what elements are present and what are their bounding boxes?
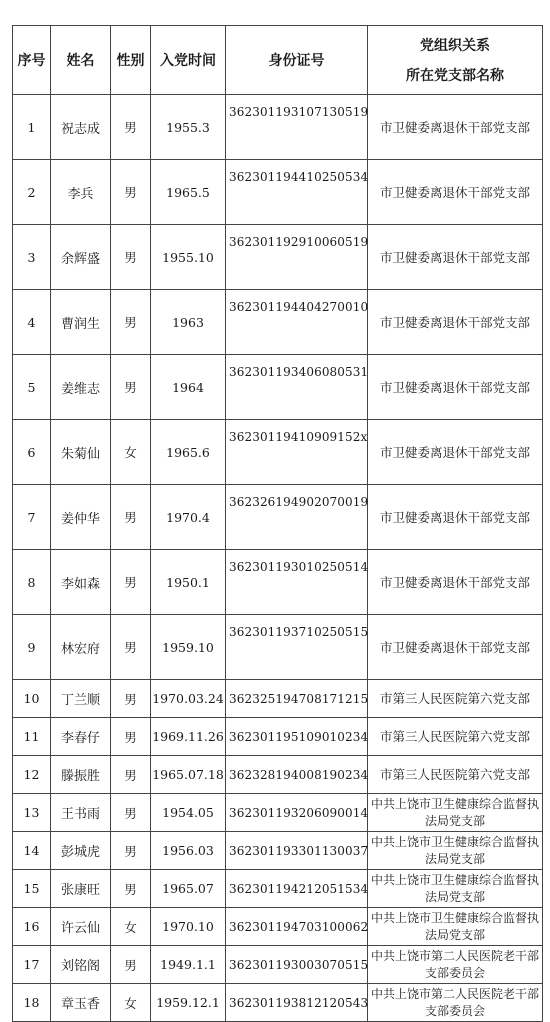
header-name: 姓名 xyxy=(51,26,111,95)
cell-join-date: 1965.5 xyxy=(151,160,226,225)
cell-join-date: 1959.12.1 xyxy=(151,984,226,1022)
cell-no: 7 xyxy=(13,485,51,550)
header-join-date: 入党时间 xyxy=(151,26,226,95)
cell-no: 4 xyxy=(13,290,51,355)
cell-gender: 男 xyxy=(111,794,151,832)
cell-name: 章玉香 xyxy=(51,984,111,1022)
cell-id-number: 362301193107130519 xyxy=(226,95,368,160)
cell-gender: 男 xyxy=(111,550,151,615)
cell-join-date: 1969.11.26 xyxy=(151,718,226,756)
cell-id-number: 362301194703100062 xyxy=(226,908,368,946)
cell-id-number: 362301193206090014 xyxy=(226,794,368,832)
cell-id-number: 362301193406080531 xyxy=(226,355,368,420)
table-row xyxy=(13,615,543,680)
cell-id-number: 362301193301130037 xyxy=(226,832,368,870)
cell-id-number: 362301195109010234 xyxy=(226,718,368,756)
cell-id-number: 362301194410250534 xyxy=(226,160,368,225)
header-gender: 性别 xyxy=(111,26,151,95)
cell-branch: 市卫健委离退休干部党支部 xyxy=(368,615,543,680)
cell-name: 祝志成 xyxy=(51,95,111,160)
cell-no: 9 xyxy=(13,615,51,680)
cell-no: 17 xyxy=(13,946,51,984)
table-row xyxy=(13,160,543,225)
cell-gender: 女 xyxy=(111,908,151,946)
table-row xyxy=(13,485,543,550)
cell-join-date: 1965.07.18 xyxy=(151,756,226,794)
cell-name: 姜仲华 xyxy=(51,485,111,550)
cell-gender: 男 xyxy=(111,870,151,908)
cell-name: 李如森 xyxy=(51,550,111,615)
cell-gender: 男 xyxy=(111,680,151,718)
cell-id-number: 362301192910060519 xyxy=(226,225,368,290)
table-row xyxy=(13,756,543,794)
table-row xyxy=(13,355,543,420)
table-header-row xyxy=(13,26,543,95)
cell-id-number: 362328194008190234 xyxy=(226,756,368,794)
cell-branch: 市卫健委离退休干部党支部 xyxy=(368,160,543,225)
cell-id-number: 362326194902070019 xyxy=(226,485,368,550)
cell-branch: 市卫健委离退休干部党支部 xyxy=(368,485,543,550)
cell-join-date: 1965.6 xyxy=(151,420,226,485)
cell-branch: 市第三人民医院第六党支部 xyxy=(368,756,543,794)
cell-name: 李春仔 xyxy=(51,718,111,756)
cell-branch: 市第三人民医院第六党支部 xyxy=(368,718,543,756)
header-branch xyxy=(368,26,543,95)
header-no: 序号 xyxy=(13,26,51,95)
cell-name: 朱菊仙 xyxy=(51,420,111,485)
table-row xyxy=(13,870,543,908)
header-id-number: 身份证号 xyxy=(226,26,368,95)
cell-name: 林宏府 xyxy=(51,615,111,680)
cell-gender: 男 xyxy=(111,95,151,160)
cell-no: 6 xyxy=(13,420,51,485)
cell-gender: 男 xyxy=(111,225,151,290)
cell-gender: 男 xyxy=(111,290,151,355)
cell-join-date: 1956.03 xyxy=(151,832,226,870)
table-row xyxy=(13,832,543,870)
cell-branch: 中共上饶市卫生健康综合监督执法局党支部 xyxy=(368,908,543,946)
cell-join-date: 1970.4 xyxy=(151,485,226,550)
cell-no: 18 xyxy=(13,984,51,1022)
table-row xyxy=(13,794,543,832)
cell-id-number: 36230119410909152x xyxy=(226,420,368,485)
cell-no: 13 xyxy=(13,794,51,832)
table-row xyxy=(13,550,543,615)
cell-branch: 市卫健委离退休干部党支部 xyxy=(368,420,543,485)
cell-join-date: 1963 xyxy=(151,290,226,355)
cell-id-number: 362301194404270010 xyxy=(226,290,368,355)
cell-id-number: 362301193710250515 xyxy=(226,615,368,680)
cell-gender: 男 xyxy=(111,615,151,680)
table-row xyxy=(13,908,543,946)
cell-name: 李兵 xyxy=(51,160,111,225)
cell-no: 2 xyxy=(13,160,51,225)
cell-join-date: 1964 xyxy=(151,355,226,420)
table-row xyxy=(13,984,543,1022)
cell-branch: 市卫健委离退休干部党支部 xyxy=(368,355,543,420)
cell-name: 张康旺 xyxy=(51,870,111,908)
cell-no: 15 xyxy=(13,870,51,908)
cell-name: 刘铭阁 xyxy=(51,946,111,984)
cell-id-number: 362301193010250514 xyxy=(226,550,368,615)
cell-no: 1 xyxy=(13,95,51,160)
cell-gender: 女 xyxy=(111,984,151,1022)
cell-branch: 中共上饶市卫生健康综合监督执法局党支部 xyxy=(368,832,543,870)
cell-branch: 市卫健委离退休干部党支部 xyxy=(368,95,543,160)
cell-branch: 中共上饶市卫生健康综合监督执法局党支部 xyxy=(368,794,543,832)
cell-gender: 男 xyxy=(111,355,151,420)
cell-id-number: 362301193003070515 xyxy=(226,946,368,984)
table-row xyxy=(13,225,543,290)
cell-join-date: 1954.05 xyxy=(151,794,226,832)
cell-no: 12 xyxy=(13,756,51,794)
cell-join-date: 1970.03.24 xyxy=(151,680,226,718)
cell-join-date: 1965.07 xyxy=(151,870,226,908)
cell-join-date: 1955.3 xyxy=(151,95,226,160)
cell-gender: 男 xyxy=(111,946,151,984)
header-branch-line1: 党组织关系 xyxy=(420,38,490,54)
cell-gender: 女 xyxy=(111,420,151,485)
cell-gender: 男 xyxy=(111,832,151,870)
cell-no: 8 xyxy=(13,550,51,615)
table-body xyxy=(13,95,543,1022)
cell-id-number: 362301193812120543 xyxy=(226,984,368,1022)
cell-no: 5 xyxy=(13,355,51,420)
cell-no: 11 xyxy=(13,718,51,756)
party-member-table xyxy=(12,25,543,1022)
cell-join-date: 1955.10 xyxy=(151,225,226,290)
table-row xyxy=(13,718,543,756)
cell-name: 曹润生 xyxy=(51,290,111,355)
cell-gender: 男 xyxy=(111,160,151,225)
cell-name: 许云仙 xyxy=(51,908,111,946)
table-row xyxy=(13,946,543,984)
cell-branch: 市第三人民医院第六党支部 xyxy=(368,680,543,718)
cell-gender: 男 xyxy=(111,756,151,794)
table-row xyxy=(13,290,543,355)
cell-name: 姜维志 xyxy=(51,355,111,420)
cell-no: 3 xyxy=(13,225,51,290)
table-row xyxy=(13,95,543,160)
cell-id-number: 362325194708171215 xyxy=(226,680,368,718)
cell-branch: 市卫健委离退休干部党支部 xyxy=(368,225,543,290)
cell-branch: 市卫健委离退休干部党支部 xyxy=(368,550,543,615)
cell-id-number: 362301194212051534 xyxy=(226,870,368,908)
cell-name: 王书雨 xyxy=(51,794,111,832)
cell-name: 丁兰顺 xyxy=(51,680,111,718)
cell-branch: 市卫健委离退休干部党支部 xyxy=(368,290,543,355)
cell-no: 14 xyxy=(13,832,51,870)
cell-join-date: 1950.1 xyxy=(151,550,226,615)
cell-name: 滕振胜 xyxy=(51,756,111,794)
cell-join-date: 1970.10 xyxy=(151,908,226,946)
party-member-table-sheet xyxy=(12,25,542,1022)
cell-branch: 中共上饶市第二人民医院老干部支部委员会 xyxy=(368,984,543,1022)
cell-name: 彭城虎 xyxy=(51,832,111,870)
cell-branch: 中共上饶市第二人民医院老干部支部委员会 xyxy=(368,946,543,984)
cell-no: 16 xyxy=(13,908,51,946)
header-branch-line2: 所在党支部名称 xyxy=(406,68,504,84)
cell-join-date: 1949.1.1 xyxy=(151,946,226,984)
cell-gender: 男 xyxy=(111,718,151,756)
table-row xyxy=(13,420,543,485)
cell-no: 10 xyxy=(13,680,51,718)
cell-branch: 中共上饶市卫生健康综合监督执法局党支部 xyxy=(368,870,543,908)
cell-name: 余辉盛 xyxy=(51,225,111,290)
table-row xyxy=(13,680,543,718)
cell-gender: 男 xyxy=(111,485,151,550)
cell-join-date: 1959.10 xyxy=(151,615,226,680)
